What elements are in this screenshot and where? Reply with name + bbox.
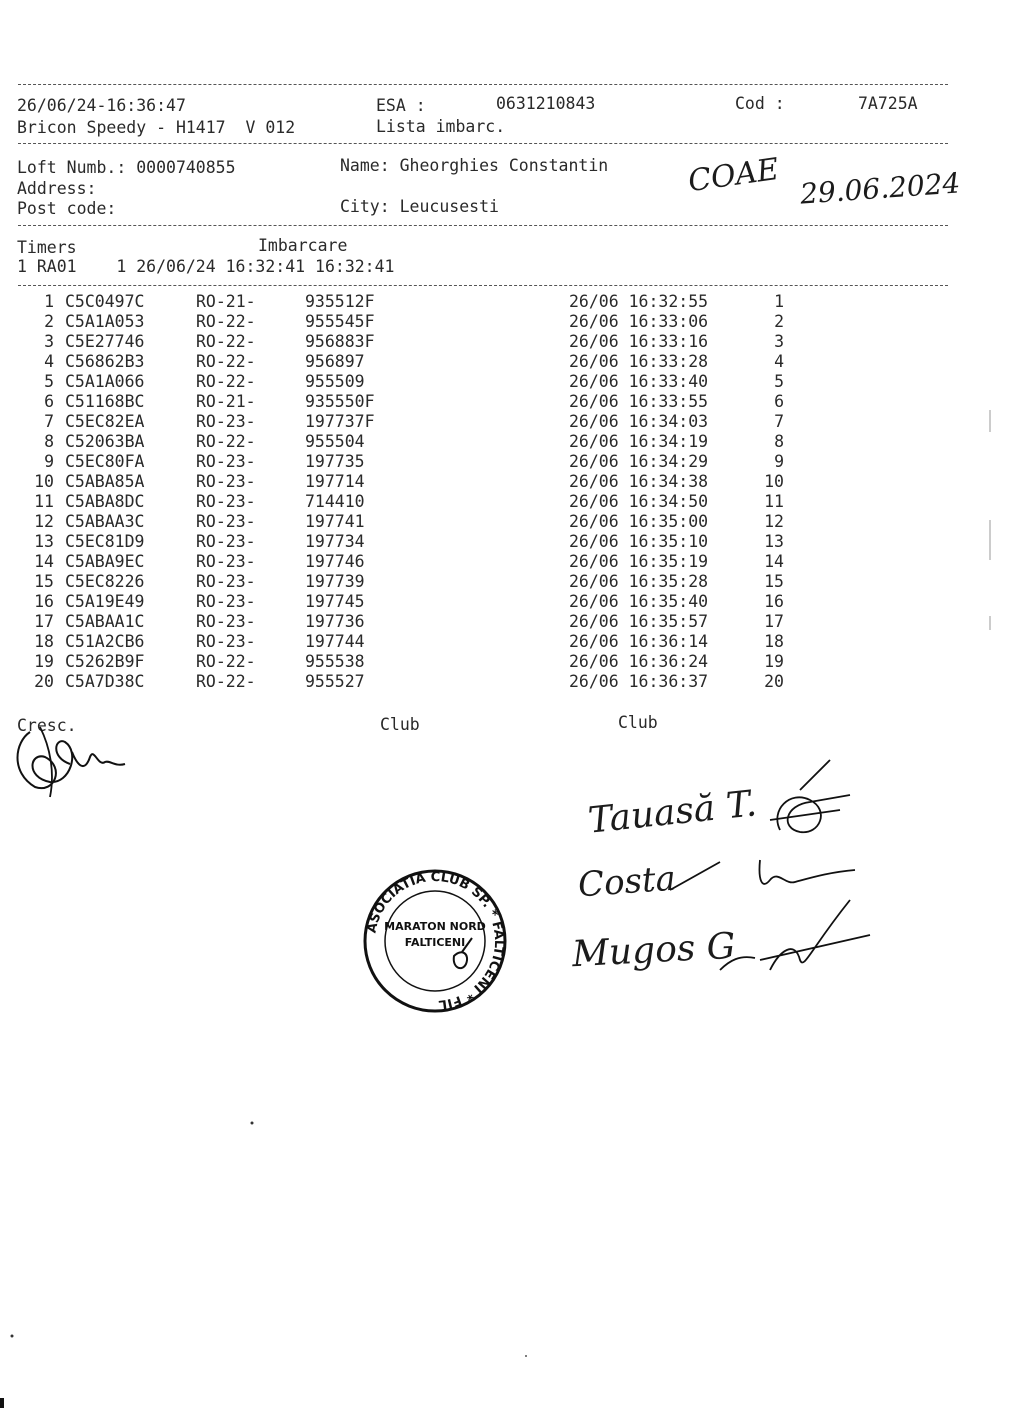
arrival-time: 26/06 16:35:28 bbox=[569, 572, 709, 591]
country-code: RO-23- bbox=[196, 512, 256, 531]
chip-id: C56862B3 bbox=[65, 352, 145, 371]
arrival-time: 26/06 16:34:03 bbox=[569, 412, 709, 431]
ring-number: 197744 bbox=[305, 632, 365, 651]
position: 13 bbox=[764, 532, 784, 551]
row-index: 11 bbox=[34, 492, 54, 511]
row-index: 5 bbox=[44, 372, 54, 391]
chip-id: C5ABA9EC bbox=[65, 552, 145, 571]
row-index: 14 bbox=[34, 552, 54, 571]
row-index: 9 bbox=[44, 452, 54, 471]
esa-value: 0631210843 bbox=[496, 94, 596, 113]
arrival-time: 26/06 16:35:10 bbox=[569, 532, 709, 551]
position: 5 bbox=[774, 372, 784, 391]
position: 20 bbox=[764, 672, 784, 691]
chip-id: C5262B9F bbox=[65, 652, 145, 671]
position: 12 bbox=[764, 512, 784, 531]
city: City: Leucusesti bbox=[340, 197, 499, 216]
country-code: RO-23- bbox=[196, 572, 256, 591]
position: 10 bbox=[764, 472, 784, 491]
loft-number: Loft Numb.: 0000740855 bbox=[17, 158, 236, 177]
imbarcare-label: Imbarcare bbox=[258, 236, 348, 255]
country-code: RO-23- bbox=[196, 592, 256, 611]
club-label-2: Club bbox=[618, 713, 658, 732]
chip-id: C5E27746 bbox=[65, 332, 145, 351]
row-index: 15 bbox=[34, 572, 54, 591]
ring-number: 955527 bbox=[305, 672, 365, 691]
ring-number: 956883F bbox=[305, 332, 375, 351]
country-code: RO-23- bbox=[196, 452, 256, 471]
ring-number: 197739 bbox=[305, 572, 365, 591]
country-code: RO-22- bbox=[196, 672, 256, 691]
row-index: 10 bbox=[34, 472, 54, 491]
country-code: RO-22- bbox=[196, 372, 256, 391]
position: 17 bbox=[764, 612, 784, 631]
chip-id: C5EC81D9 bbox=[65, 532, 145, 551]
chip-id: C5C0497C bbox=[65, 292, 145, 311]
ring-number: 955509 bbox=[305, 372, 365, 391]
arrival-time: 26/06 16:34:29 bbox=[569, 452, 709, 471]
chip-id: C5ABA8DC bbox=[65, 492, 145, 511]
stamp-outer-text: ASOCIATIA CLUB SP. * FALTICENI * FIL bbox=[364, 869, 507, 1012]
ring-number: 197735 bbox=[305, 452, 365, 471]
row-index: 2 bbox=[44, 312, 54, 331]
print-datetime: 26/06/24-16:36:47 bbox=[17, 96, 186, 115]
ring-number: 197746 bbox=[305, 552, 365, 571]
chip-id: C5ABAA1C bbox=[65, 612, 145, 631]
address-label: Address: bbox=[17, 179, 97, 198]
cod-label: Cod : bbox=[735, 94, 785, 113]
arrival-time: 26/06 16:33:16 bbox=[569, 332, 709, 351]
ring-number: 197737F bbox=[305, 412, 375, 431]
arrival-time: 26/06 16:32:55 bbox=[569, 292, 709, 311]
row-index: 17 bbox=[34, 612, 54, 631]
row-index: 4 bbox=[44, 352, 54, 371]
ring-number: 714410 bbox=[305, 492, 365, 511]
country-code: RO-23- bbox=[196, 632, 256, 651]
chip-id: C5A1A053 bbox=[65, 312, 145, 331]
row-index: 13 bbox=[34, 532, 54, 551]
ring-number: 935512F bbox=[305, 292, 375, 311]
chip-id: C5EC82EA bbox=[65, 412, 145, 431]
arrival-time: 26/06 16:33:55 bbox=[569, 392, 709, 411]
arrival-time: 26/06 16:35:40 bbox=[569, 592, 709, 611]
country-code: RO-23- bbox=[196, 492, 256, 511]
position: 6 bbox=[774, 392, 784, 411]
country-code: RO-22- bbox=[196, 332, 256, 351]
chip-id: C5ABAA3C bbox=[65, 512, 145, 531]
arrival-time: 26/06 16:34:19 bbox=[569, 432, 709, 451]
ring-number: 197734 bbox=[305, 532, 365, 551]
row-index: 8 bbox=[44, 432, 54, 451]
row-index: 1 bbox=[44, 292, 54, 311]
row-index: 6 bbox=[44, 392, 54, 411]
ring-number: 935550F bbox=[305, 392, 375, 411]
chip-id: C5EC8226 bbox=[65, 572, 145, 591]
position: 19 bbox=[764, 652, 784, 671]
ring-number: 197741 bbox=[305, 512, 365, 531]
position: 15 bbox=[764, 572, 784, 591]
list-title: Lista imbarc. bbox=[376, 117, 506, 136]
timer-line: 1 RA01 1 26/06/24 16:32:41 16:32:41 bbox=[17, 257, 395, 276]
arrival-time: 26/06 16:35:57 bbox=[569, 612, 709, 631]
chip-id: C5A1A066 bbox=[65, 372, 145, 391]
position: 1 bbox=[774, 292, 784, 311]
country-code: RO-23- bbox=[196, 532, 256, 551]
position: 18 bbox=[764, 632, 784, 651]
signature-line-2: Costa bbox=[576, 858, 678, 906]
row-index: 16 bbox=[34, 592, 54, 611]
country-code: RO-23- bbox=[196, 472, 256, 491]
signature-line-1: Tauasă T. bbox=[586, 783, 759, 842]
chip-id: C52063BA bbox=[65, 432, 145, 451]
country-code: RO-23- bbox=[196, 552, 256, 571]
arrival-time: 26/06 16:35:00 bbox=[569, 512, 709, 531]
club-label-1: Club bbox=[380, 715, 420, 734]
stamp-inner-line1: MARATON NORD bbox=[384, 920, 486, 933]
cod-value: 7A725A bbox=[858, 94, 918, 113]
country-code: RO-22- bbox=[196, 652, 256, 671]
row-index: 20 bbox=[34, 672, 54, 691]
chip-id: C5A19E49 bbox=[65, 592, 145, 611]
timers-label: Timers bbox=[17, 238, 77, 257]
row-index: 19 bbox=[34, 652, 54, 671]
signature-line-3: Mugos G bbox=[571, 925, 737, 976]
device-name: Bricon Speedy - H1417 V 012 bbox=[17, 118, 296, 137]
arrival-time: 26/06 16:33:40 bbox=[569, 372, 709, 391]
ring-number: 955545F bbox=[305, 312, 375, 331]
country-code: RO-23- bbox=[196, 412, 256, 431]
country-code: RO-22- bbox=[196, 352, 256, 371]
arrival-time: 26/06 16:36:37 bbox=[569, 672, 709, 691]
country-code: RO-23- bbox=[196, 612, 256, 631]
arrival-time: 26/06 16:34:50 bbox=[569, 492, 709, 511]
chip-id: C5ABA85A bbox=[65, 472, 145, 491]
arrival-time: 26/06 16:33:06 bbox=[569, 312, 709, 331]
position: 2 bbox=[774, 312, 784, 331]
position: 8 bbox=[774, 432, 784, 451]
ring-number: 197745 bbox=[305, 592, 365, 611]
position: 11 bbox=[764, 492, 784, 511]
row-index: 3 bbox=[44, 332, 54, 351]
country-code: RO-22- bbox=[196, 432, 256, 451]
row-index: 7 bbox=[44, 412, 54, 431]
position: 9 bbox=[774, 452, 784, 471]
ring-number: 955504 bbox=[305, 432, 365, 451]
country-code: RO-21- bbox=[196, 392, 256, 411]
arrival-time: 26/06 16:33:28 bbox=[569, 352, 709, 371]
esa-label: ESA : bbox=[376, 96, 426, 115]
position: 4 bbox=[774, 352, 784, 371]
row-index: 12 bbox=[34, 512, 54, 531]
position: 7 bbox=[774, 412, 784, 431]
chip-id: C51A2CB6 bbox=[65, 632, 145, 651]
row-index: 18 bbox=[34, 632, 54, 651]
ring-number: 955538 bbox=[305, 652, 365, 671]
chip-id: C51168BC bbox=[65, 392, 145, 411]
position: 3 bbox=[774, 332, 784, 351]
country-code: RO-22- bbox=[196, 312, 256, 331]
country-code: RO-21- bbox=[196, 292, 256, 311]
handwritten-date: 29.06.2024 bbox=[799, 166, 962, 211]
chip-id: C5EC80FA bbox=[65, 452, 145, 471]
position: 16 bbox=[764, 592, 784, 611]
owner-name: Name: Gheorghies Constantin bbox=[340, 156, 609, 175]
ring-number: 197714 bbox=[305, 472, 365, 491]
stamp-inner-line2: FALTICENI bbox=[404, 936, 466, 949]
arrival-time: 26/06 16:35:19 bbox=[569, 552, 709, 571]
arrival-time: 26/06 16:36:24 bbox=[569, 652, 709, 671]
postcode-label: Post code: bbox=[17, 199, 117, 218]
arrival-time: 26/06 16:36:14 bbox=[569, 632, 709, 651]
position: 14 bbox=[764, 552, 784, 571]
arrival-time: 26/06 16:34:38 bbox=[569, 472, 709, 491]
ring-number: 956897 bbox=[305, 352, 365, 371]
handwritten-code: COAE bbox=[686, 151, 782, 200]
ring-number: 197736 bbox=[305, 612, 365, 631]
chip-id: C5A7D38C bbox=[65, 672, 145, 691]
cresc-label: Cresc. bbox=[17, 716, 77, 735]
